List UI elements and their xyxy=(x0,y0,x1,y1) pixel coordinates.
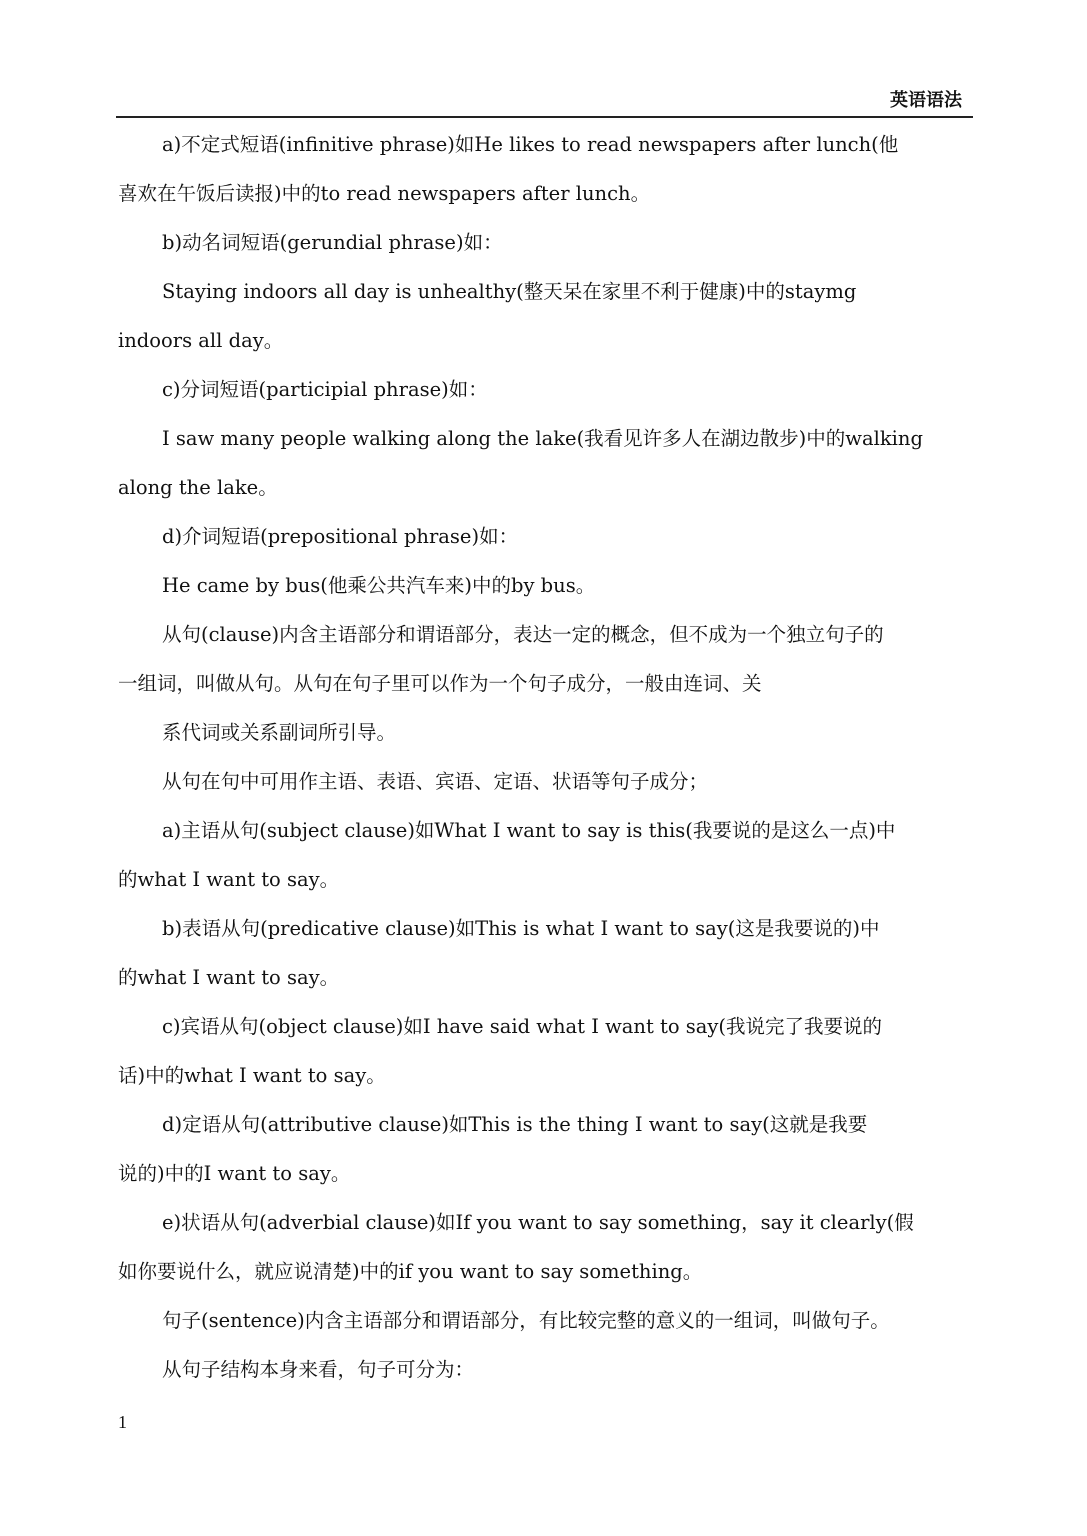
text-line: 一组词，叫做从句。从句在句子里可以作为一个句子成分，一般由连词、关 xyxy=(118,672,762,695)
text-line: 从句(clause)内含主语部分和谓语部分，表达一定的概念，但不成为一个独立句子的 xyxy=(162,623,884,646)
text-line: b)表语从句(predicative clause)如This is what I want to say(这是我要说的)中 xyxy=(162,917,880,940)
text-line: 喜欢在午饭后读报)中的to read newspapers after lunch。 xyxy=(118,182,651,205)
text-line: a)不定式短语(infinitive phrase)如He likes to read newspapers after lunch(他 xyxy=(162,133,899,156)
text-line: d)定语从句(attributive clause)如This is the thing I want to say(这就是我要 xyxy=(162,1113,868,1136)
text-line: d)介词短语(prepositional phrase)如： xyxy=(162,525,519,548)
text-line: 话)中的what I want to say。 xyxy=(118,1064,386,1087)
text-line: indoors all day。 xyxy=(118,329,284,352)
running-header-title: 英语语法 xyxy=(890,90,962,111)
text-line: 的what I want to say。 xyxy=(118,868,340,891)
text-line: c)分词短语(participial phrase)如： xyxy=(162,378,488,401)
text-line: 从句子结构本身来看，句子可分为： xyxy=(162,1358,475,1381)
text-line: c)宾语从句(object clause)如I have said what I want to say(我说完了我要说的 xyxy=(162,1015,883,1038)
text-line: e)状语从句(adverbial clause)如If you want to say something，say it clearly(假 xyxy=(162,1211,914,1234)
text-line: a)主语从句(subject clause)如What I want to say is this(我要说的是这么一点)中 xyxy=(162,819,896,842)
text-line: 从句在句中可用作主语、表语、宾语、定语、状语等句子成分； xyxy=(162,770,709,793)
text-line: b)动名词短语(gerundial phrase)如： xyxy=(162,231,503,254)
text-line: 句子(sentence)内含主语部分和谓语部分，有比较完整的意义的一组词，叫做句子。 xyxy=(162,1309,890,1332)
text-line: along the lake。 xyxy=(118,476,278,499)
text-line: 说的)中的I want to say。 xyxy=(118,1162,351,1185)
text-line: 系代词或关系副词所引导。 xyxy=(162,721,397,744)
text-line: I saw many people walking along the lake(我看见许多人在湖边散步)中的walking xyxy=(162,427,923,450)
text-line: He came by bus(他乘公共汽车来)中的by bus。 xyxy=(162,574,596,597)
text-line: 如你要说什么，就应说清楚)中的if you want to say something。 xyxy=(118,1260,703,1283)
page-number: 1 xyxy=(118,1412,127,1432)
document-body xyxy=(118,120,1018,1394)
header-rule xyxy=(116,116,973,118)
text-line: 的what I want to say。 xyxy=(118,966,340,989)
text-line: Staying indoors all day is unhealthy(整天呆在家里不利于健康)中的staymg xyxy=(162,280,857,303)
